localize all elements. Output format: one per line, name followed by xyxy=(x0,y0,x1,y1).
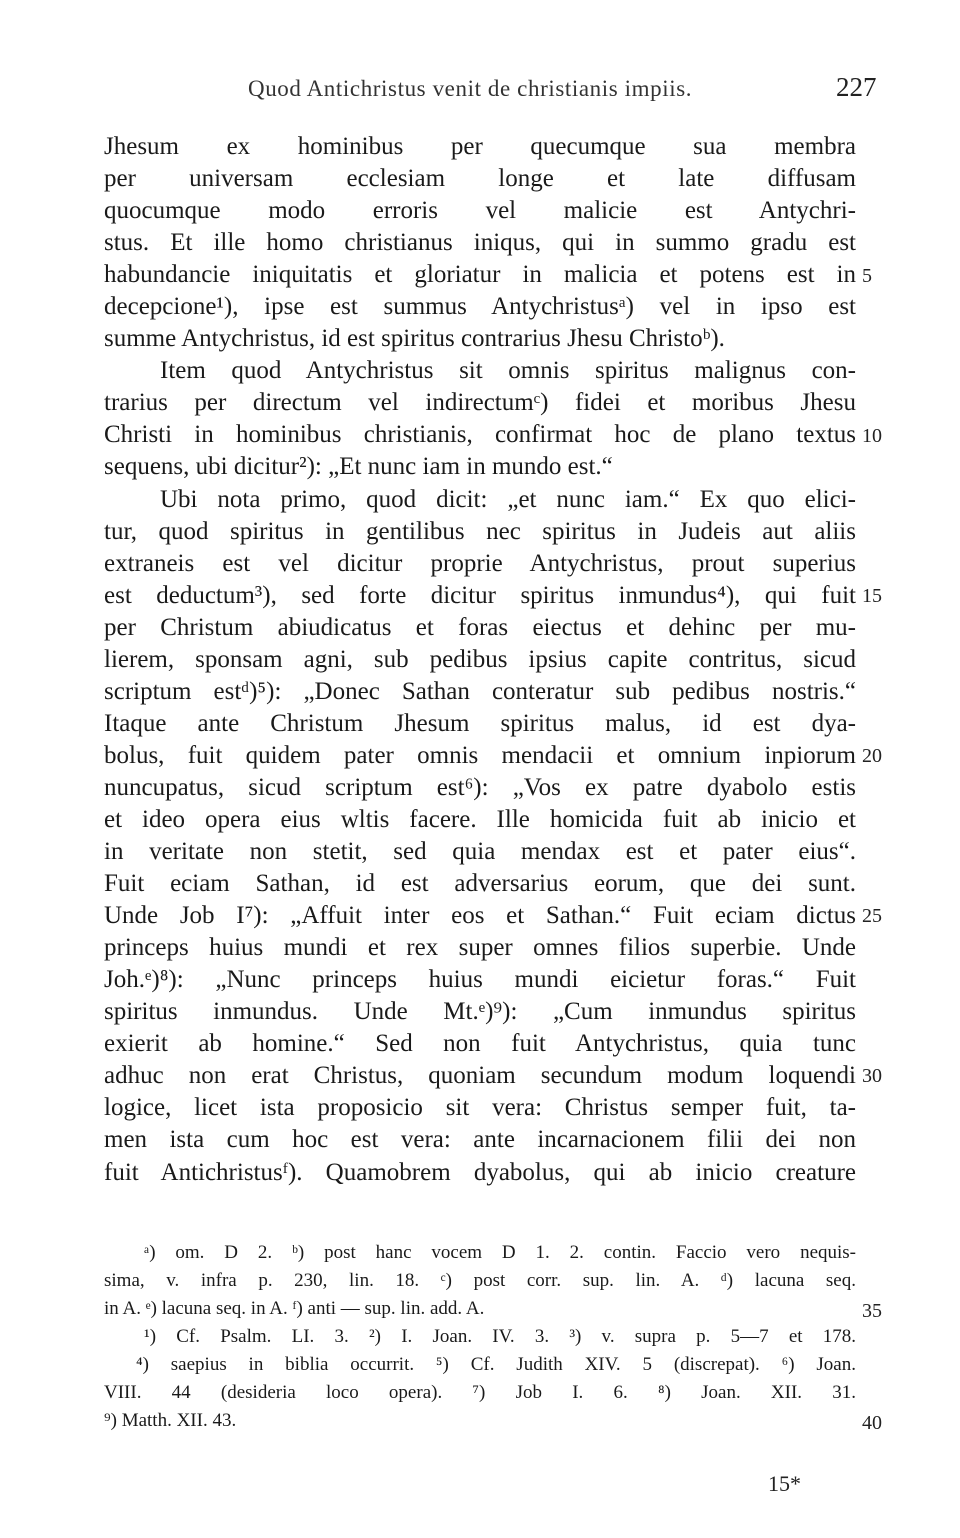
footnote-line: VIII. 44 (desideria loco opera). ⁷) Job I. 6. ⁸) Joan. XII. 31. xyxy=(104,1382,856,1403)
footnote-line: in A. ᵉ) lacuna seq. in A. ᶠ) anti — sup. lin. add. A. xyxy=(104,1298,485,1319)
line-number: 20 xyxy=(862,745,882,767)
text-line: Joh.ᵉ)⁸): „Nunc princeps huius mundi eicietur foras.“ Fuit xyxy=(104,966,856,994)
text-line: trarius per directum vel indirectumᶜ) fidei et moribus Jhesu xyxy=(104,389,856,417)
text-line: scriptum estᵈ)⁵): „Donec Sathan conteratur sub pedibus nostris.“ xyxy=(104,677,856,705)
text-line: sequens, ubi dicitur²): „Et nunc iam in mundo est.“ xyxy=(104,453,613,481)
text-line: bolus, fuit quidem pater omnis mendacii et omnium inpiorum xyxy=(104,741,856,769)
footnote-line: ¹) Cf. Psalm. LI. 3. ²) I. Joan. IV. 3. ³) v. supra p. 5—7 et 178. xyxy=(144,1326,856,1347)
line-number: 40 xyxy=(862,1412,882,1434)
text-line: stus. Et ille homo christianus iniqus, qui in summo gradu est xyxy=(104,229,856,257)
text-line: per universam ecclesiam longe et late diffusam xyxy=(104,165,856,193)
text-line: in veritate non stetit, sed quia mendax est et pater eius“. xyxy=(104,838,856,866)
footnote-line: ⁹) Matth. XII. 43. xyxy=(104,1410,237,1431)
signature-mark: 15* xyxy=(768,1471,801,1496)
text-line: Itaque ante Christum Jhesum spiritus malus, id est dya- xyxy=(104,709,856,737)
text-line: tur, quod spiritus in gentilibus nec spiritus in Judeis aut aliis xyxy=(104,517,856,545)
text-line: et ideo opera eius wltis facere. Ille homicida fuit ab inicio et xyxy=(104,805,856,833)
text-line: extraneis est vel dicitur proprie Antychristus, prout superius xyxy=(104,549,856,577)
text-line: logice, licet ista proposicio sit vera: Christus semper fuit, ta- xyxy=(104,1094,856,1122)
page-number: 227 xyxy=(836,72,877,102)
footnote-line: ᵃ) om. D 2. ᵇ) post hanc vocem D 1. 2. contin. Faccio vero nequis- xyxy=(144,1242,856,1263)
text-line: Ubi nota primo, quod dicit: „et nunc iam.“ Ex quo elici- xyxy=(160,485,856,513)
text-line: men ista cum hoc est vera: ante incarnacionem filii dei non xyxy=(104,1126,856,1154)
running-title: Quod Antichristus venit de christianis impiis. xyxy=(248,76,693,101)
footnotes xyxy=(104,1239,856,1435)
text-line: lierem, sponsam agni, sub pedibus ipsius capite contritus, sicud xyxy=(104,645,856,673)
text-line: est deductum³), sed forte dicitur spiritus inmundus⁴), qui fuit xyxy=(104,581,856,609)
line-number: 10 xyxy=(862,425,882,447)
line-number: 15 xyxy=(862,585,882,607)
text-line: princeps huius mundi et rex super omnes filios superbie. Unde xyxy=(104,934,856,962)
text-line: per Christum abiudicatus et foras eiectus et dehinc per mu- xyxy=(104,613,856,641)
line-number: 30 xyxy=(862,1065,882,1087)
line-number-margin xyxy=(862,0,942,1538)
text-line: Item quod Antychristus sit omnis spiritus malignus con- xyxy=(160,357,856,385)
text-line: Unde Job I⁷): „Affuit inter eos et Sathan.“ Fuit eciam dictus xyxy=(104,902,856,930)
main-text xyxy=(104,131,856,1189)
text-line: Christi in hominibus christianis, confirmat hoc de plano textus xyxy=(104,421,856,449)
text-line: quocumque modo erroris vel malicie est Antychri- xyxy=(104,197,856,225)
text-line: Fuit eciam Sathan, id est adversarius eorum, que dei sunt. xyxy=(104,870,856,898)
text-line: spiritus inmundus. Unde Mt.ᵉ)⁹): „Cum inmundus spiritus xyxy=(104,998,856,1026)
text-line: habundancie iniquitatis et gloriatur in malicia et potens est in xyxy=(104,261,856,289)
text-line: summe Antychristus, id est spiritus contrarius Jhesu Christoᵇ). xyxy=(104,325,725,353)
text-line: exierit ab homine.“ Sed non fuit Antychristus, quia tunc xyxy=(104,1030,856,1058)
text-line: decepcione¹), ipse est summus Antychristusᵃ) vel in ipso est xyxy=(104,293,856,321)
text-line: nuncupatus, sicud scriptum est⁶): „Vos ex patre dyabolo estis xyxy=(104,773,856,801)
text-line: fuit Antichristusᶠ). Quamobrem dyabolus, qui ab inicio creature xyxy=(104,1158,856,1186)
footnote-line: sima, v. infra p. 230, lin. 18. ᶜ) post corr. sup. lin. A. ᵈ) lacuna seq. xyxy=(104,1270,856,1291)
text-line: adhuc non erat Christus, quoniam secundum modum loquendi xyxy=(104,1062,856,1090)
line-number: 35 xyxy=(862,1300,882,1322)
line-number: 5 xyxy=(862,265,872,287)
page-header xyxy=(0,68,960,108)
line-number: 25 xyxy=(862,905,882,927)
footnote-line: ⁴) saepius in biblia occurrit. ⁵) Cf. Judith XIV. 5 (discrepat). ⁶) Joan. xyxy=(136,1354,856,1375)
text-line: Jhesum ex hominibus per quecumque sua membra xyxy=(104,133,856,160)
